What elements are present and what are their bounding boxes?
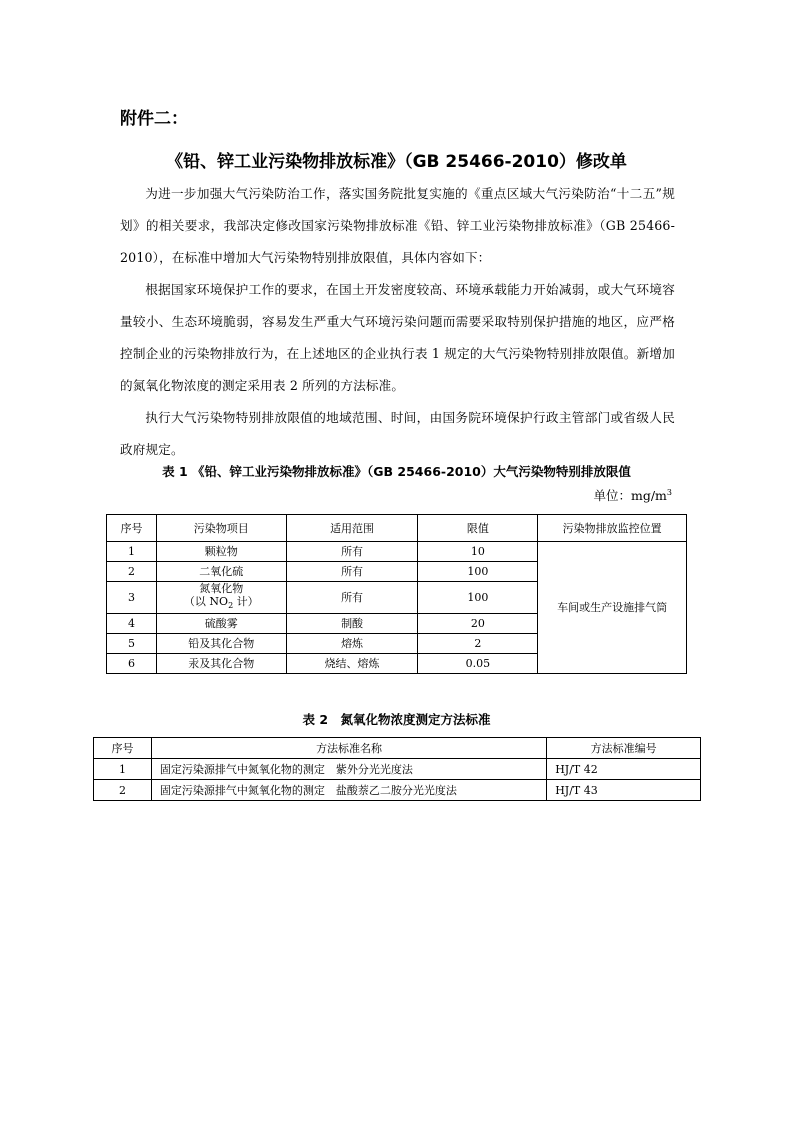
- table-row: [107, 542, 687, 562]
- body-paragraphs: [120, 178, 675, 466]
- paragraph-scope: 执行大气污染物特别排放限值的地域范围、时间，由国务院环境保护行政主管部门或省级人民政府规定。: [120, 410, 675, 457]
- cell-scope: 所有: [286, 562, 418, 582]
- cell-item-nox: [156, 582, 286, 614]
- table-row: [94, 759, 701, 780]
- cell-method-name: 固定污染源排气中氮氧化物的测定 紫外分光光度法: [151, 759, 546, 780]
- unit-exponent: 3: [666, 487, 672, 497]
- paragraph-requirements: 根据国家环境保护工作的要求，在国土开发密度较高、环境承载能力开始减弱，或大气环境容量较小、生态环境脆弱，容易发生严重大气环境污染问题而需要采取特别保护措施的地区，应严格控制企业的污染物排放行为，在上述地区的企业执行表 1 规定的大气污染物特别排放限值。新增加的氮氧化物浓度的测定采用表 2 所列的方法标准。: [120, 282, 675, 393]
- cell-limit: 2: [418, 634, 538, 654]
- cell-limit: 0.05: [418, 654, 538, 674]
- cell-method-name: 固定污染源排气中氮氧化物的测定 盐酸萘乙二胺分光光度法: [151, 780, 546, 801]
- unit-text: 单位：mg/m: [593, 488, 667, 503]
- cell-no: 2: [94, 780, 152, 801]
- cell-no: 1: [107, 542, 157, 562]
- method-standards-table: [93, 737, 701, 801]
- attachment-heading: 附件二：: [120, 109, 188, 129]
- table1-caption: 表 1 《铅、锌工业污染物排放标准》（GB 25466-2010）大气污染物特别排放限值: [162, 464, 631, 479]
- paragraph-intro: 为进一步加强大气污染防治工作，落实国务院批复实施的《重点区域大气污染防治“十二五”规划》的相关要求，我部决定修改国家污染物排放标准《铅、锌工业污染物排放标准》（GB 25466-2010），在标准中增加大气污染物特别排放限值，具体内容如下：: [120, 186, 675, 265]
- cell-method-code: HJ/T 42: [547, 759, 701, 780]
- cell-scope: 熔炼: [286, 634, 418, 654]
- cell-item: 硫酸雾: [156, 614, 286, 634]
- cell-monitor-location: 车间或生产设施排气筒: [538, 542, 687, 674]
- nox-name: 氮氧化物: [199, 582, 244, 596]
- table2-caption: 表 2 氮氧化物浓度测定方法标准: [302, 712, 491, 727]
- table1-unit: [593, 486, 672, 504]
- header-monitor: 污染物排放监控位置: [538, 515, 687, 542]
- header-method-name: 方法标准名称: [151, 738, 546, 759]
- header-no: 序号: [107, 515, 157, 542]
- cell-limit: 10: [418, 542, 538, 562]
- cell-no: 2: [107, 562, 157, 582]
- table-header-row: [107, 515, 687, 542]
- table-header-row: [94, 738, 701, 759]
- cell-item: 颗粒物: [156, 542, 286, 562]
- cell-scope: 所有: [286, 582, 418, 614]
- cell-no: 4: [107, 614, 157, 634]
- nox-basis-subscript: 2: [228, 601, 234, 611]
- cell-no: 3: [107, 582, 157, 614]
- header-limit: 限值: [418, 515, 538, 542]
- cell-item: 铅及其化合物: [156, 634, 286, 654]
- cell-no: 5: [107, 634, 157, 654]
- header-scope: 适用范围: [286, 515, 418, 542]
- nox-basis-suffix: 计）: [233, 595, 259, 609]
- header-no: 序号: [94, 738, 152, 759]
- cell-scope: 烧结、熔炼: [286, 654, 418, 674]
- document-title: 《铅、锌工业污染物排放标准》（GB 25466-2010）修改单: [166, 152, 627, 172]
- cell-limit: 20: [418, 614, 538, 634]
- nox-basis-prefix: （以 NO: [183, 595, 229, 609]
- cell-limit: 100: [418, 562, 538, 582]
- cell-no: 1: [94, 759, 152, 780]
- header-method-code: 方法标准编号: [547, 738, 701, 759]
- cell-no: 6: [107, 654, 157, 674]
- cell-item: 汞及其化合物: [156, 654, 286, 674]
- nox-basis: [157, 595, 286, 612]
- cell-item: 二氧化硫: [156, 562, 286, 582]
- emission-limits-table: [106, 514, 687, 674]
- cell-method-code: HJ/T 43: [547, 780, 701, 801]
- cell-scope: 制酸: [286, 614, 418, 634]
- table-row: [94, 780, 701, 801]
- cell-limit: 100: [418, 582, 538, 614]
- cell-scope: 所有: [286, 542, 418, 562]
- header-item: 污染物项目: [156, 515, 286, 542]
